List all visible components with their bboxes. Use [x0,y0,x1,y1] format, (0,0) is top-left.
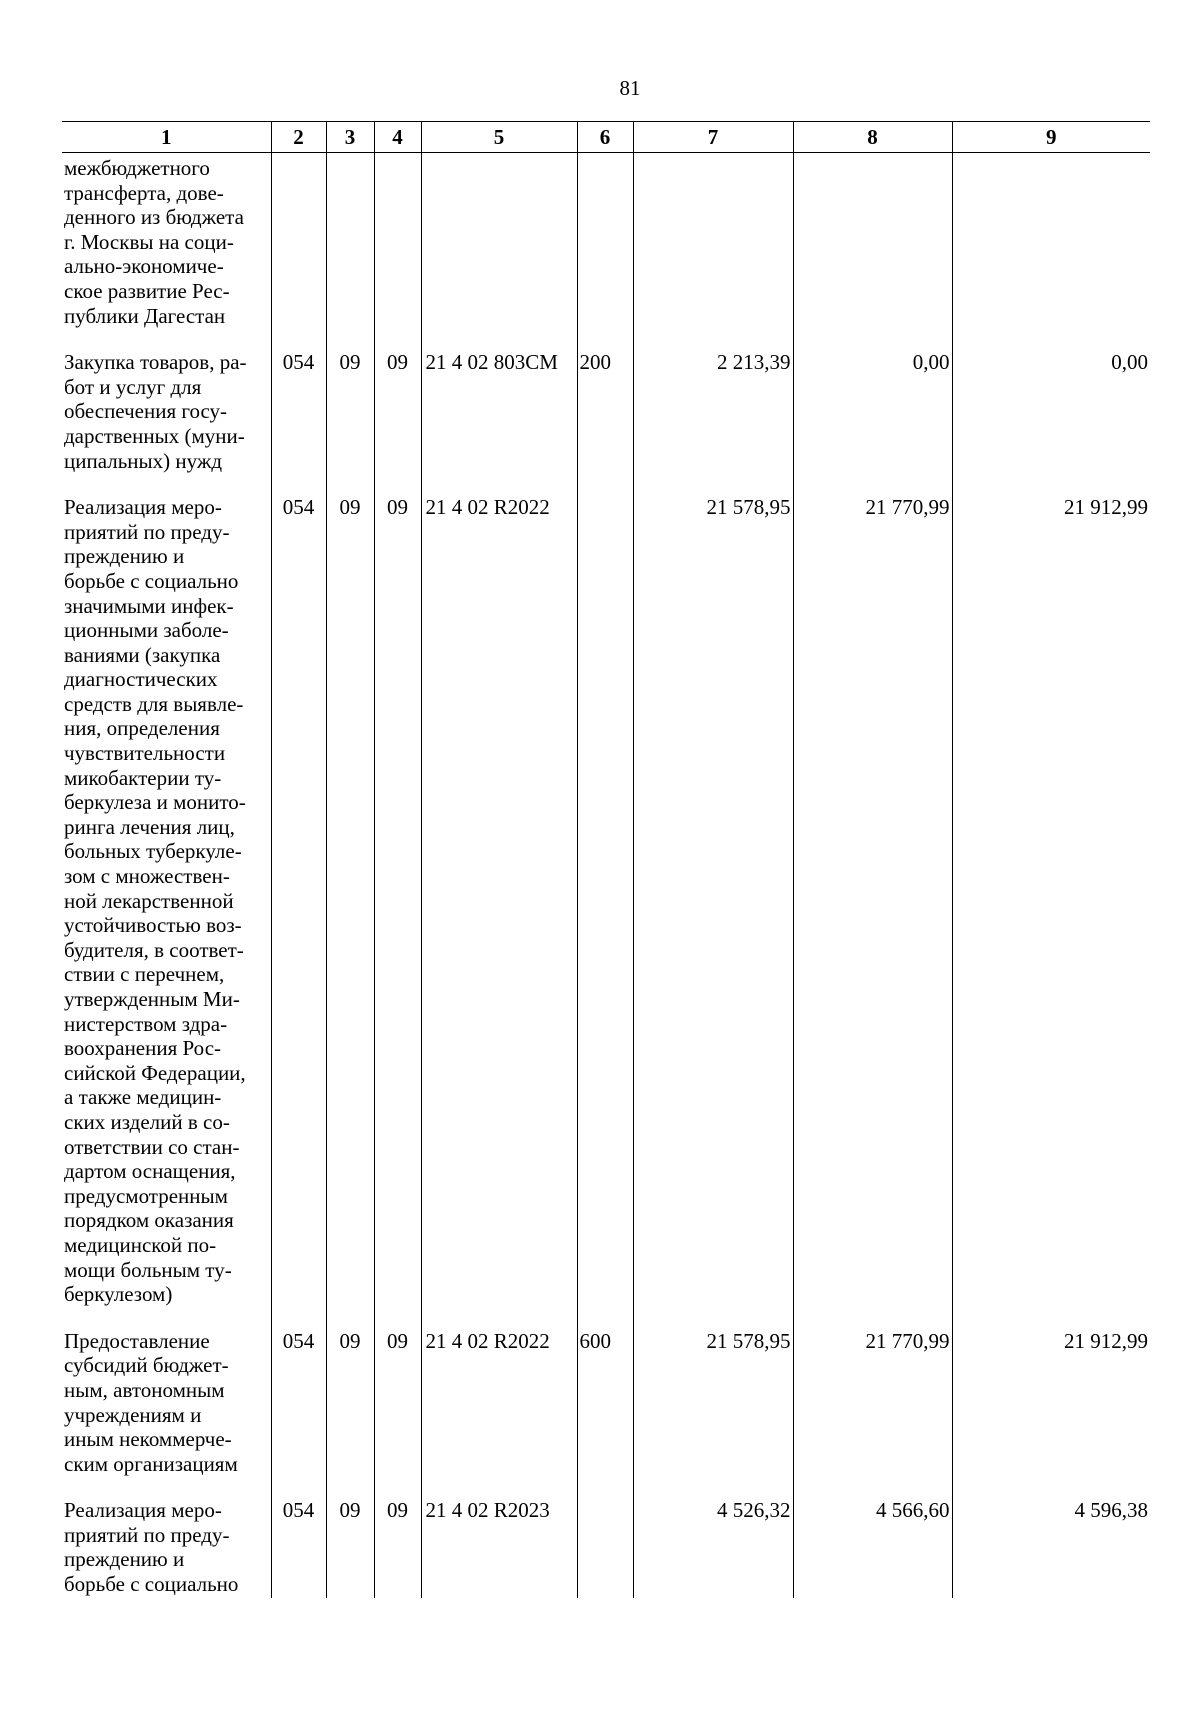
cell-c9: 0,00 [952,350,1150,495]
cell-c8 [793,153,952,351]
cell-c3: 09 [326,495,374,1329]
cell-c6 [577,495,633,1329]
cell-c5 [421,153,577,351]
cell-c2: 054 [271,495,326,1329]
header-cell: 8 [793,122,952,153]
cell-c4 [374,153,421,351]
row-name: межбюджетного трансферта, дове- денного из бюджета г. Москвы на соци- ально-экономиче- ское развитие Рес- публики Дагестан [64,156,244,328]
header-cell: 6 [577,122,633,153]
row-name: Предоставление субсидий бюджет- ным, автономным учреждениям и иным некоммерче- ским организациям [64,1328,238,1476]
cell-c8: 4 566,60 [793,1498,952,1598]
table-row [62,153,1150,351]
header-row [62,122,1150,153]
cell-c4: 09 [374,1498,421,1598]
cell-c7: 4 526,32 [633,1498,793,1598]
cell-c4: 09 [374,1329,421,1499]
cell-c4: 09 [374,495,421,1329]
cell-c3: 09 [326,1329,374,1499]
cell-c5: 21 4 02 R2023 [421,1498,577,1598]
row-name: Закупка товаров, ра- бот и услуг для обеспечения госу- дарственных (муни- ципальных) нужд [64,350,247,473]
row-name: Реализация меро- приятий по преду- преждению и борьбе с социально [64,1498,239,1597]
cell-c8: 21 770,99 [793,1329,952,1499]
cell-c8: 0,00 [793,350,952,495]
page-number: 81 [619,76,641,100]
cell-c9: 4 596,38 [952,1498,1150,1598]
cell-c3: 09 [326,1498,374,1598]
cell-c7: 21 578,95 [633,1329,793,1499]
cell-c6: 600 [577,1329,633,1499]
cell-c2: 054 [271,1329,326,1499]
cell-c4: 09 [374,350,421,495]
cell-c7 [633,153,793,351]
table-row [62,350,1150,495]
cell-c7: 21 578,95 [633,495,793,1329]
header-cell: 1 [62,122,271,153]
budget-table [62,121,1150,1598]
header-cell: 7 [633,122,793,153]
cell-c6 [577,153,633,351]
cell-c3: 09 [326,350,374,495]
cell-c6: 200 [577,350,633,495]
cell-c5: 21 4 02 803СМ [421,350,577,495]
cell-c5: 21 4 02 R2022 [421,495,577,1329]
header-cell: 2 [271,122,326,153]
cell-c3 [326,153,374,351]
cell-c2 [271,153,326,351]
row-name: Реализация меро- приятий по преду- преждению и борьбе с социально значимыми инфек- ционными заболе- ваниями (закупка диагностических средств для выявле- ния, определения чувствительности микобактерии ту- беркулеза и монито- ринга лечения лиц, больных туберкуле- зом с множествен- ной лекарственной устойчивостью воз- будителя, в соответ- ствии с перечнем, утвержденным Ми- нистерством здра- воохранения Рос- сийской Федерации, а также медицин- ских изделий в со- ответствии со стан- дартом оснащения, предусмотренным порядком оказания медицинской по- мощи больным ту- беркулезом) [64,495,246,1307]
cell-c2: 054 [271,350,326,495]
table-row [62,1498,1150,1598]
cell-c9: 21 912,99 [952,1329,1150,1499]
table-row [62,1329,1150,1499]
cell-c8: 21 770,99 [793,495,952,1329]
cell-c9: 21 912,99 [952,495,1150,1329]
header-cell: 9 [952,122,1150,153]
cell-c9 [952,153,1150,351]
table-row [62,495,1150,1329]
cell-c5: 21 4 02 R2022 [421,1329,577,1499]
header-cell: 4 [374,122,421,153]
cell-c7: 2 213,39 [633,350,793,495]
cell-c6 [577,1498,633,1598]
header-cell: 3 [326,122,374,153]
cell-c2: 054 [271,1498,326,1598]
header-cell: 5 [421,122,577,153]
